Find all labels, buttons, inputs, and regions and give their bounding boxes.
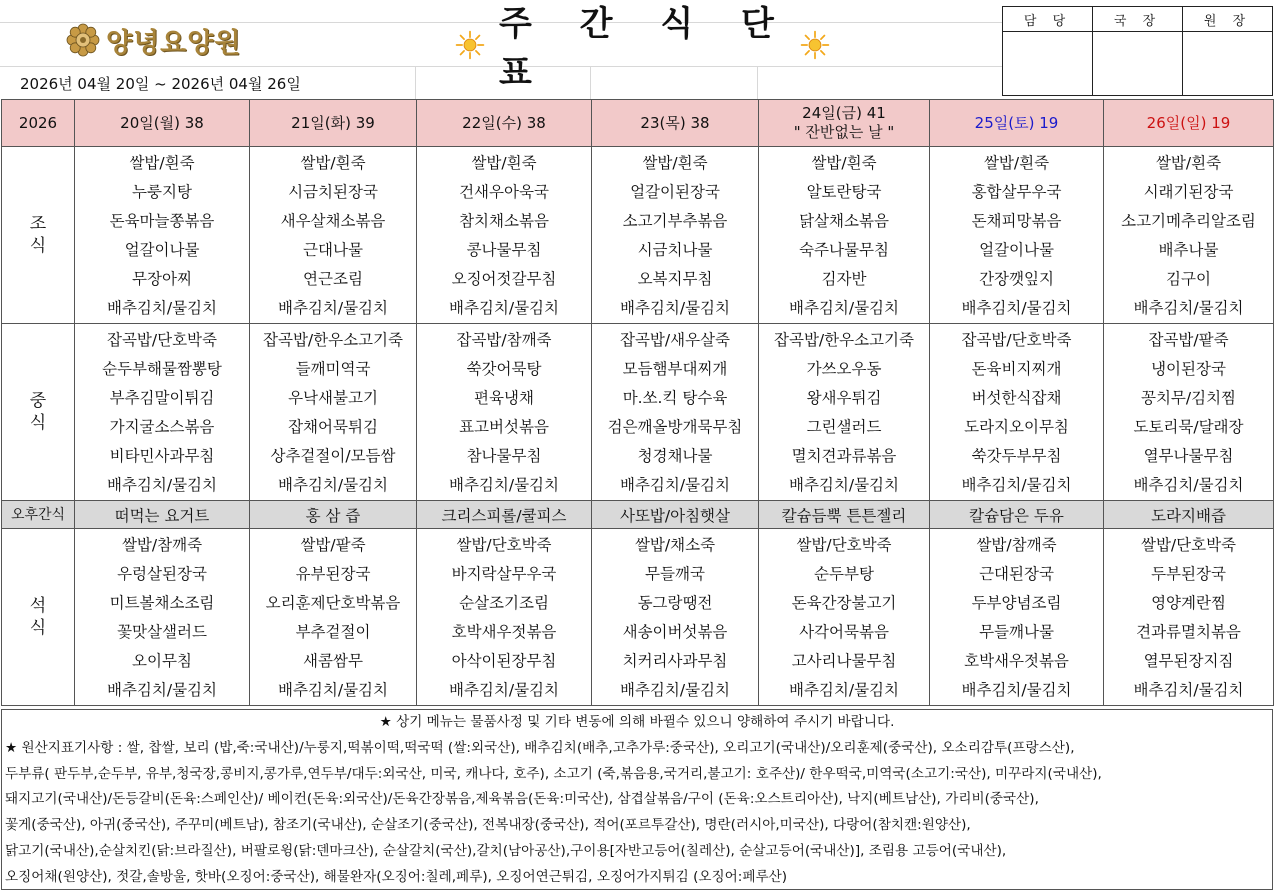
- menu-item: 시금치된장국: [288, 183, 378, 201]
- menu-item: 무들깨국: [645, 565, 705, 583]
- menu-item: 오복지무침: [637, 270, 713, 288]
- day-header-cell: [75, 100, 250, 147]
- menu-item: 사각어묵볶음: [799, 623, 889, 641]
- weekly-menu-table: [1, 99, 1274, 706]
- menu-item: 두부양념조림: [971, 594, 1062, 612]
- menu-item: 새송이버섯볶음: [622, 623, 728, 641]
- menu-item: 가쓰오우동: [806, 360, 882, 378]
- snack-label: 오후간식: [2, 501, 75, 529]
- menu-item: 홍합살무우국: [971, 183, 1062, 201]
- breakfast-day-cell: [930, 147, 1104, 324]
- lunch-day-cell: [930, 324, 1104, 501]
- menu-item: 돈육마늘쫑볶음: [109, 212, 215, 230]
- menu-item: 오징어젓갈무침: [451, 270, 557, 288]
- menu-item: 김구이: [1166, 270, 1211, 288]
- menu-item: 영양계란찜: [1151, 594, 1226, 612]
- menu-item: 잡곡밥/새우살죽: [619, 331, 731, 349]
- menu-item: 냉이된장국: [1151, 360, 1226, 378]
- menu-item: 쌀밥/흰죽: [811, 154, 877, 172]
- menu-item: 순두부탕: [814, 565, 874, 583]
- menu-item: 참나물무침: [466, 447, 542, 465]
- lunch-day-cell: [417, 324, 592, 501]
- approval-label-head: 원 장: [1183, 7, 1273, 32]
- menu-item: 부추겉절이: [295, 623, 371, 641]
- breakfast-row: [2, 147, 1274, 324]
- menu-item: 쌀밥/흰죽: [300, 154, 366, 172]
- menu-item: 왕새우튀김: [806, 389, 882, 407]
- menu-item: 배추김치/물김치: [619, 681, 731, 699]
- menu-item: 쌀밥/흰죽: [642, 154, 708, 172]
- menu-item: 배추나물: [1158, 241, 1219, 259]
- breakfast-label: [2, 147, 75, 324]
- menu-item: 꽁치무/김치찜: [1140, 389, 1237, 407]
- menu-item: 소고기부추볶음: [622, 212, 728, 230]
- snack-item: 크리스피롤/쿨피스: [417, 501, 592, 529]
- menu-item: 쌀밥/팥죽: [300, 536, 366, 554]
- day-header-cell: [930, 100, 1104, 147]
- menu-item: 꽃맛살샐러드: [117, 623, 207, 641]
- menu-item: 쌀밥/채소죽: [634, 536, 716, 554]
- menu-item: 누룽지탕: [132, 183, 192, 201]
- menu-item: 닭살채소볶음: [799, 212, 889, 230]
- day-header-row: [2, 100, 1274, 147]
- menu-item: 우렁살된장국: [117, 565, 207, 583]
- menu-item: 돈육비지찌개: [971, 360, 1062, 378]
- menu-item: 쌀밥/참깨죽: [976, 536, 1057, 554]
- menu-item: 고사리나물무침: [791, 652, 897, 670]
- menu-item: 김자반: [821, 270, 867, 288]
- menu-item: 검은깨올방개묵무침: [607, 418, 743, 436]
- menu-item: 배추김치/물김치: [619, 299, 731, 317]
- meal-label-char: 식: [29, 236, 47, 256]
- dinner-row: [2, 529, 1274, 706]
- menu-item: 순두부해물짬뽕탕: [102, 360, 222, 378]
- facility-name: 양녕요양원: [106, 27, 242, 59]
- menu-item: 오리훈제단호박볶음: [265, 594, 401, 612]
- menu-item: 잡곡밥/단호박죽: [961, 331, 1072, 349]
- menu-item: 유부된장국: [295, 565, 371, 583]
- menu-item: 새우살채소볶음: [280, 212, 386, 230]
- menu-item: 얼갈이나물: [979, 241, 1054, 259]
- menu-item: 쑥갓두부무침: [971, 447, 1062, 465]
- menu-item: 부추김말이튀김: [109, 389, 215, 407]
- menu-item: 배추김치/물김치: [1133, 299, 1244, 317]
- origin-line: ★ 원산지표기사항 : 쌀, 찹쌀, 보리 (밥,죽:국내산)/누룽지,떡볶이떡,떡국떡 (쌀:외국산), 배추김치(배추,고추가루:중국산), 오리고기(국내산)/오리훈제(중국산), 오소리감투(프랑스산),: [5, 739, 1075, 756]
- meal-label-char: 조: [29, 214, 47, 234]
- facility-logo: [66, 20, 241, 60]
- meal-label-char: 식: [29, 413, 47, 433]
- menu-item: 배추김치/물김치: [448, 299, 560, 317]
- menu-item: 돈채피망볶음: [971, 212, 1062, 230]
- snack-item: 떠먹는 요거트: [75, 501, 250, 529]
- menu-item: 알토란탕국: [806, 183, 882, 201]
- menu-item: 배추김치/물김치: [788, 299, 900, 317]
- breakfast-day-cell: [75, 147, 250, 324]
- menu-item: 시래기된장국: [1143, 183, 1234, 201]
- origin-line: 닭고기(국내산),순살치킨(닭:브라질산), 버팔로윙(닭:덴마크산), 순살갈치(국산),갈치(남아공산),구이용[자반고등어(칠레산), 순살고등어(국내산)], 조림용 고등어(국내산),: [5, 842, 1007, 859]
- menu-item: 미트볼채소조림: [109, 594, 215, 612]
- menu-item: 배추김치/물김치: [448, 476, 560, 494]
- snack-item: 홍 삼 즙: [250, 501, 417, 529]
- flower-emblem-icon: [66, 23, 100, 57]
- menu-item: 치커리사과무침: [622, 652, 728, 670]
- lunch-label: [2, 324, 75, 501]
- breakfast-day-cell: [592, 147, 759, 324]
- menu-item: 배추김치/물김치: [106, 476, 218, 494]
- dinner-day-cell: [417, 529, 592, 706]
- lunch-day-cell: [75, 324, 250, 501]
- change-notice: ★ 상기 메뉴는 물품사정 및 기타 변동에 의해 바뀔수 있으니 양해하여 주시기 바랍니다.: [379, 714, 895, 730]
- menu-item: 근대나물: [303, 241, 363, 259]
- menu-item: 얼갈이된장국: [630, 183, 720, 201]
- menu-item: 열무된장지짐: [1143, 652, 1234, 670]
- lunch-row: [2, 324, 1274, 501]
- menu-item: 근대된장국: [979, 565, 1054, 583]
- menu-item: 잡곡밥/팥죽: [1148, 331, 1229, 349]
- lunch-day-cell: [250, 324, 417, 501]
- menu-item: 가지굴소스볶음: [109, 418, 215, 436]
- day-label: 24일(금) 41: [802, 104, 886, 122]
- origin-line: 꽃게(중국산), 아귀(중국산), 주꾸미(베트남), 참조기(국내산), 순살조기(중국산), 전복내장(중국산), 적어(포르투갈산), 명란(러시아,미국산), 다랑어(참치캔:원양산),: [5, 817, 971, 834]
- menu-item: 쌀밥/흰죽: [471, 154, 537, 172]
- sun-icon: [455, 26, 485, 64]
- menu-item: 열무나물무침: [1143, 447, 1234, 465]
- day-label: 20일(월) 38: [120, 113, 204, 132]
- dinner-day-cell: [250, 529, 417, 706]
- dinner-day-cell: [75, 529, 250, 706]
- menu-item: 견과류멸치볶음: [1136, 623, 1241, 641]
- menu-item: 쌀밥/흰죽: [129, 154, 195, 172]
- approval-label-manager: 담 당: [1003, 7, 1093, 32]
- menu-item: 모듬햄부대찌개: [622, 360, 728, 378]
- menu-item: 배추김치/물김치: [961, 476, 1072, 494]
- menu-item: 마.쏘.킥 탕수육: [622, 389, 728, 407]
- menu-item: 배추김치/물김치: [961, 681, 1072, 699]
- menu-item: 배추김치/물김치: [106, 299, 218, 317]
- menu-item: 새콤쌈무: [303, 652, 363, 670]
- day-label: 25일(토) 19: [974, 113, 1059, 132]
- title-text: 주 간 식 단 표: [499, 4, 792, 93]
- menu-item: 배추김치/물김치: [1133, 476, 1244, 494]
- snack-item: 사또밥/아침햇살: [592, 501, 759, 529]
- menu-item: 콩나물무침: [466, 241, 542, 259]
- menu-item: 오이무침: [132, 652, 192, 670]
- menu-item: 쌀밥/단호박죽: [796, 536, 892, 554]
- menu-item: 잡곡밥/단호박죽: [106, 331, 218, 349]
- menu-item: 표고버섯볶음: [459, 418, 549, 436]
- lunch-day-cell: [1104, 324, 1274, 501]
- menu-item: 그린샐러드: [806, 418, 882, 436]
- menu-item: 배추김치/물김치: [1133, 681, 1244, 699]
- dinner-label: [2, 529, 75, 706]
- menu-item: 간장깻잎지: [979, 270, 1054, 288]
- menu-item: 참치채소볶음: [459, 212, 549, 230]
- day-label: 21일(화) 39: [291, 113, 375, 132]
- menu-item: 배추김치/물김치: [277, 476, 389, 494]
- menu-item: 우낙새불고기: [288, 389, 378, 407]
- origin-line: 오징어채(원양산), 젓갈,솔방울, 핫바(오징어:중국산), 해물완자(오징어:칠레,페루), 오징어연근튀김, 오징어가지튀김 (오징어:페루산): [5, 868, 788, 885]
- page-title: [455, 4, 830, 93]
- menu-item: 들깨미역국: [295, 360, 371, 378]
- menu-item: 잡곡밥/한우소고기죽: [263, 331, 403, 349]
- menu-item: 배추김치/물김치: [961, 299, 1072, 317]
- menu-item: 연근조림: [303, 270, 363, 288]
- menu-item: 호박새우젓볶음: [964, 652, 1069, 670]
- day-header-cell: [1104, 100, 1274, 147]
- meal-label-char: 식: [29, 618, 47, 638]
- day-header-cell: [759, 100, 930, 147]
- menu-item: 편육냉채: [474, 389, 534, 407]
- menu-item: 돈육간장불고기: [791, 594, 897, 612]
- signature-cell[interactable]: [1003, 32, 1093, 96]
- breakfast-day-cell: [759, 147, 930, 324]
- day-label: 26일(일) 19: [1146, 113, 1231, 132]
- menu-item: 바지락살무우국: [451, 565, 557, 583]
- menu-item: 잡곡밥/한우소고기죽: [774, 331, 914, 349]
- menu-item: 배추김치/물김치: [277, 681, 389, 699]
- dinner-day-cell: [759, 529, 930, 706]
- menu-item: 동그랑땡전: [637, 594, 713, 612]
- menu-item: 무들깨나물: [979, 623, 1054, 641]
- menu-item: 잡곡밥/참깨죽: [456, 331, 552, 349]
- day-header-cell: [592, 100, 759, 147]
- menu-item: 배추김치/물김치: [106, 681, 218, 699]
- menu-item: 상추겉절이/모듬쌈: [270, 447, 396, 465]
- dinner-day-cell: [930, 529, 1104, 706]
- day-header-cell: [417, 100, 592, 147]
- day-label: 22일(수) 38: [462, 113, 546, 132]
- menu-item: 쌀밥/흰죽: [983, 154, 1050, 172]
- origin-line: 두부류( 판두부,순두부, 유부,청국장,콩비지,콩가루,연두부/대두:외국산, 미국, 캐나다, 호주), 소고기 (죽,볶음용,국거리,불고기: 호주산)/ 한우떡국,미역국(소고기:국산), 미꾸라지(국내산),: [5, 765, 1102, 782]
- menu-item: 쌀밥/흰죽: [1155, 154, 1222, 172]
- year-cell: 2026: [2, 100, 75, 147]
- meal-label-char: 중: [29, 391, 47, 411]
- sun-icon: [800, 26, 830, 64]
- menu-item: 쌀밥/단호박죽: [456, 536, 552, 554]
- signature-cell[interactable]: [1093, 32, 1183, 96]
- day-header-cell: [250, 100, 417, 147]
- meal-label-char: 석: [29, 596, 47, 616]
- approval-signature-box: [1002, 6, 1273, 96]
- menu-item: 도토리묵/달래장: [1133, 418, 1244, 436]
- lunch-day-cell: [759, 324, 930, 501]
- day-note: " 잔반없는 날 ": [793, 123, 895, 141]
- menu-item: 쑥갓어묵탕: [466, 360, 542, 378]
- approval-label-director: 국 장: [1093, 7, 1183, 32]
- menu-item: 건새우아욱국: [459, 183, 549, 201]
- menu-item: 버섯한식잡채: [971, 389, 1062, 407]
- menu-item: 쌀밥/참깨죽: [121, 536, 203, 554]
- menu-item: 멸치견과류볶음: [791, 447, 897, 465]
- menu-item: 순살조기조림: [459, 594, 549, 612]
- snack-row: [2, 501, 1274, 529]
- notes-box: [1, 709, 1273, 890]
- menu-item: 잡채어묵튀김: [288, 418, 378, 436]
- breakfast-day-cell: [1104, 147, 1274, 324]
- day-label: 23(목) 38: [640, 113, 710, 132]
- breakfast-day-cell: [417, 147, 592, 324]
- menu-item: 숙주나물무침: [799, 241, 889, 259]
- dinner-day-cell: [592, 529, 759, 706]
- breakfast-day-cell: [250, 147, 417, 324]
- menu-item: 두부된장국: [1151, 565, 1226, 583]
- date-range: 2026년 04월 20일 ~ 2026년 04월 26일: [20, 75, 301, 93]
- menu-item: 무장아찌: [132, 270, 192, 288]
- menu-item: 호박새우젓볶음: [451, 623, 557, 641]
- signature-cell[interactable]: [1183, 32, 1273, 96]
- menu-item: 아삭이된장무침: [451, 652, 557, 670]
- menu-item: 배추김치/물김치: [788, 681, 900, 699]
- snack-item: 도라지배즙: [1104, 501, 1274, 529]
- origin-line: 돼지고기(국내산)/돈등갈비(돈육:스페인산)/ 베이컨(돈육:외국산)/돈육간장볶음,제육볶음(돈육:미국산), 삼겹살볶음/구이 (돈육:오스트리아산), 낙지(베트남산), 가리비(중국산),: [5, 791, 1039, 808]
- menu-item: 비타민사과무침: [109, 447, 215, 465]
- menu-item: 도라지오이무침: [964, 418, 1069, 436]
- snack-item: 칼슘듬뿍 튼튼젤리: [759, 501, 930, 529]
- snack-item: 칼슘담은 두유: [930, 501, 1104, 529]
- menu-item: 소고기메추리알조림: [1121, 212, 1256, 230]
- menu-item: 배추김치/물김치: [448, 681, 560, 699]
- menu-item: 쌀밥/단호박죽: [1140, 536, 1237, 554]
- menu-item: 얼갈이나물: [124, 241, 200, 259]
- menu-item: 배추김치/물김치: [619, 476, 731, 494]
- menu-item: 청경채나물: [637, 447, 713, 465]
- menu-item: 시금치나물: [637, 241, 713, 259]
- dinner-day-cell: [1104, 529, 1274, 706]
- lunch-day-cell: [592, 324, 759, 501]
- menu-item: 배추김치/물김치: [277, 299, 389, 317]
- menu-item: 배추김치/물김치: [788, 476, 900, 494]
